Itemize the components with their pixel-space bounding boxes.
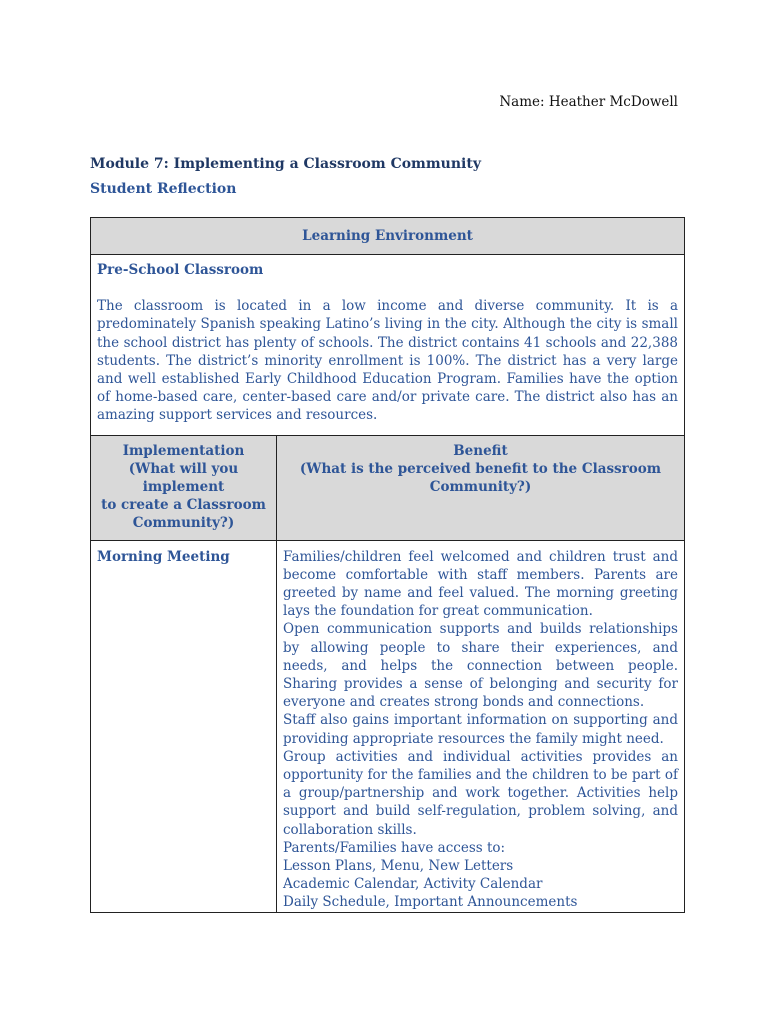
intro-row xyxy=(91,255,685,436)
intro-text: The classroom is located in a low income and diverse community. It is a predominately Spanish speaking Latino’s living in the city. Although the city is small the school district has plenty of schools. The district contains 41 schools and 22,388 students. The district’s minority enrollment is 100%. The district has a very large and well established Early Childhood Education Program. Families have the option of home-based care, center-based care and/or private care. The district also has an amazing support services and resources. xyxy=(97,298,678,424)
table-row xyxy=(91,540,685,912)
benefit-paragraph: Academic Calendar, Activity Calendar xyxy=(283,876,543,893)
student-name: Name: Heather McDowell xyxy=(499,94,678,110)
benefit-header-line: (What is the perceived benefit to the Classroom xyxy=(299,460,662,477)
benefit-paragraph: Parents/Families have access to: xyxy=(283,839,506,856)
benefit-paragraph: Families/children feel welcomed and children trust and become comfortable with staff members. Parents are greeted by name and feel valued. The morning greeting lays the foundation for great communication. xyxy=(283,548,678,620)
implementation-header-line: to create a Classroom xyxy=(101,497,266,514)
benefit-paragraph: Open communication supports and builds relationships by allowing people to share their experiences, and needs, and helps the connection between people. Sharing provides a sense of belonging and security for everyone and creates strong bonds and connections. xyxy=(283,621,678,711)
implementation-header-line: Community?) xyxy=(132,515,235,532)
benefit-paragraph: Staff also gains important information on supporting and providing appropriate resources the family might need. xyxy=(283,712,678,747)
intro-cell xyxy=(91,255,685,436)
implementation-header-line: (What will you xyxy=(128,460,239,477)
module-title: Module 7: Implementing a Classroom Community xyxy=(90,156,481,172)
implementation-cell: Morning Meeting xyxy=(91,540,277,912)
benefit-header-line: Benefit xyxy=(453,442,508,459)
benefit-paragraph: Group activities and individual activities provides an opportunity for the families and the children to be part of a group/partnership and work together. Activities help support and build self-regulation, problem solving, and collaboration skills. xyxy=(283,748,678,838)
column-header-row xyxy=(91,435,685,540)
reflection-table xyxy=(90,217,685,913)
benefit-column-header xyxy=(277,435,685,540)
implementation-header-line: implement xyxy=(142,479,225,496)
document-subtitle: Student Reflection xyxy=(90,181,237,197)
intro-heading: Pre-School Classroom xyxy=(97,262,264,278)
benefit-paragraph: Lesson Plans, Menu, New Letters xyxy=(283,858,514,875)
implementation-column-header xyxy=(91,435,277,540)
benefit-header-line: Community?) xyxy=(429,479,532,496)
section-header: Learning Environment xyxy=(91,218,685,255)
benefit-cell xyxy=(277,540,685,912)
benefit-paragraph: Daily Schedule, Important Announcements xyxy=(283,894,578,911)
implementation-header-line: Implementation xyxy=(122,442,245,459)
section-header-row xyxy=(91,218,685,255)
